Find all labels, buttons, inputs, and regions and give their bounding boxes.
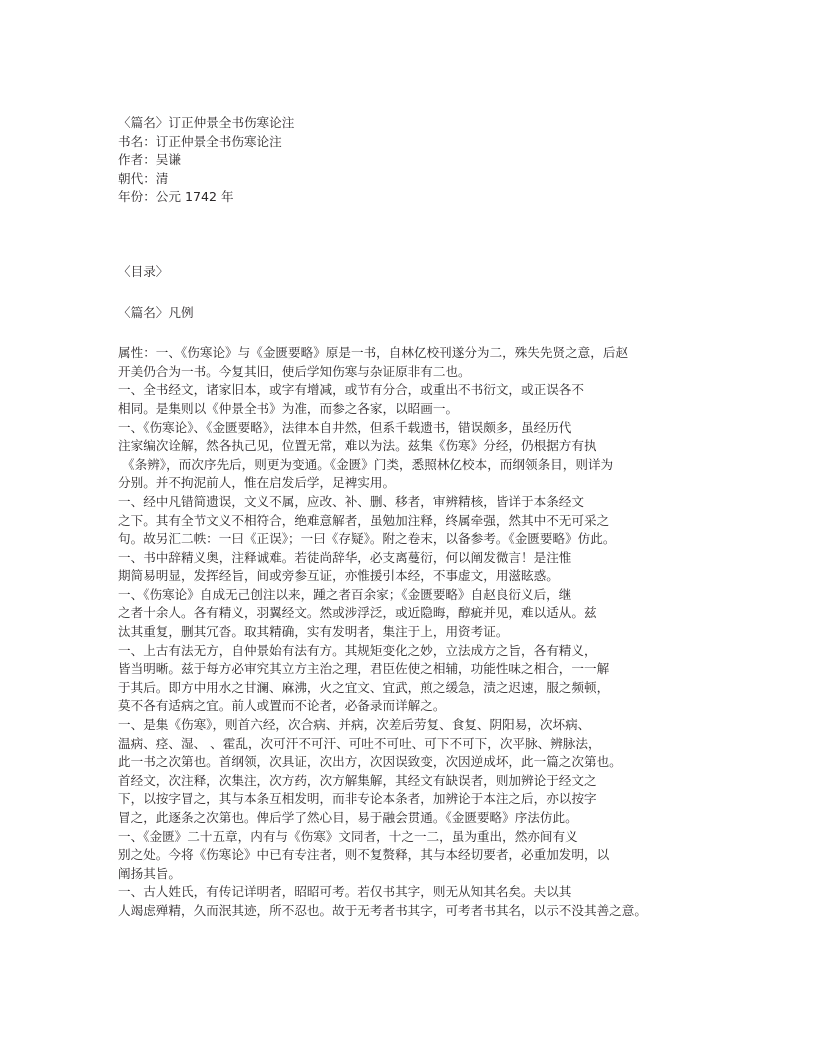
- body-line: 一、《伤寒论》、《金匮要略》，法律本自井然，但系千载遗书，错误颇多，虽经历代: [118, 419, 572, 435]
- body-line: 注家编次诠解，然各执己见，位置无常，难以为法。兹集《伤寒》分经，仍根据方有执: [118, 438, 597, 454]
- body-line: 一、《金匮》二十五章，内有与《伤寒》文同者，十之一二，虽为重出，然亦间有义: [118, 828, 578, 844]
- body-line: 一、上古有法无方，自仲景始有法有方。其规矩变化之妙，立法成方之旨，各有精义，: [118, 642, 597, 658]
- toc-spacer: [118, 282, 718, 304]
- body-line: 一、全书经文，诸家旧本，或字有增减，或节有分合，或重出不书衍文，或正误各不: [118, 382, 584, 398]
- body-line: 此一书之次第也。首纲领，次具证，次出方，次因误致变，次因逆成坏，此一篇之次第也。: [118, 754, 622, 770]
- header-spacer: [118, 207, 718, 263]
- body-line: 之者十余人。各有精义，羽翼经文。然或涉浮泛，或近隐晦，醇疵并见，难以适从。兹: [118, 605, 597, 621]
- body-line: 冒之，此逐条之次第也。俾后学了然心目，易于融会贯通。《金匮要略》序法仿此。: [118, 810, 578, 825]
- body-line: 相同。是集则以《仲景全书》为准，而参之各家，以昭画一。: [118, 400, 459, 416]
- section-spacer: [118, 322, 718, 344]
- body-line: 阐扬其旨。: [118, 865, 181, 881]
- book-title-line: 书名：订正仲景全书伤寒论注: [118, 133, 282, 149]
- body-line: 一、古人姓氏，有传记详明者，昭昭可考。若仅书其字，则无从知其名矣。夫以其: [118, 884, 572, 900]
- body-line: 莫不各有适病之宜。前人或置而不论者，必备录而详解之。: [118, 698, 446, 714]
- body-text: [118, 344, 718, 920]
- body-line: 一、《伤寒论》自成无己创注以来，踵之者百余家；《金匮要略》自赵良衍义后，继: [118, 586, 572, 602]
- body-line: 之下。其有全节文义不相符合，绝难意解者，虽勉加注释，终属牵强，然其中不无可采之: [118, 512, 610, 528]
- body-line: 期简易明显，发挥经旨，间或旁参互证，亦惟援引本经，不事虚文，用滋眩惑。: [118, 568, 559, 584]
- body-line: 人竭虑殚精，久而泯其迹，所不忍也。故于无考者书其字，可考者书其名，以示不没其善之意。: [118, 902, 647, 918]
- body-line: 分别。并不拘泥前人，惟在启发后学，足裨实用。: [118, 475, 396, 491]
- toc-marker: 〈目录〉: [118, 263, 169, 279]
- body-line: 温病、痉、湿、 、霍乱，次可汗不可汗、可吐不可吐、可下不可下，次平脉、辨脉法，: [118, 735, 601, 751]
- body-line: 皆当明晰。兹于每方必审究其立方主治之理，君臣佐使之相辅，功能性味之相合，一一解: [118, 661, 610, 677]
- document-content: [118, 114, 718, 921]
- document-header: [118, 114, 718, 207]
- dynasty-line: 朝代：清: [118, 170, 169, 186]
- body-line: 属性：一、《伤寒论》与《金匮要略》原是一书，自林亿校刊遂分为二，殊失先贤之意，后赵: [118, 345, 629, 361]
- body-line: 下，以按字冒之，其与本条互相发明，而非专论本条者，加辨论于本注之后，亦以按字: [118, 791, 597, 807]
- body-line: 句。故另汇二帙：一曰《正误》；一曰《存疑》。附之卷末，以备参考。《金匮要略》仿此。: [118, 531, 616, 547]
- year-line: 年份：公元 1742 年: [118, 189, 234, 205]
- body-line: 一、经中凡错简遗误，文义不属，应改、补、删、移者，审辨精核，皆详于本条经文: [118, 493, 584, 509]
- author-line: 作者：吴谦: [118, 152, 181, 168]
- body-line: 一、是集《伤寒》，则首六经，次合病、并病，次差后劳复、食复、阴阳易，次坏病、: [118, 717, 591, 733]
- body-line: 于其后。即方中用水之甘澜、麻沸，火之宜文、宜武，煎之缓急，渍之迟速，服之频顿，: [118, 679, 610, 695]
- piece-tag-line: 〈篇名〉订正仲景全书伤寒论注: [118, 115, 295, 130]
- section-marker-fanli: 〈篇名〉凡例: [118, 304, 194, 320]
- body-line: 首经文，次注释，次集注，次方药，次方解集解，其经文有缺误者，则加辨论于经文之: [118, 772, 597, 788]
- body-line: 别之处。今将《伤寒论》中已有专注者，则不复赘释，其与本经切要者，必重加发明，以: [118, 847, 610, 863]
- body-line: 《条辨》，而次序先后，则更为变通。《金匮》门类，悉照林亿校本，而纲领条目，则详为: [118, 456, 614, 472]
- body-line: 开美仍合为一书。今复其旧，使后学知伤寒与杂证原非有二也。: [118, 363, 471, 379]
- body-line: 汰其重复，删其冗沓。取其精确，实有发明者，集注于上，用资考证。: [118, 624, 509, 640]
- body-line: 一、书中辞精义奥，注释诚难。若徒尚辞华，必支离蔓衍，何以阐发微言！是注惟: [118, 549, 572, 565]
